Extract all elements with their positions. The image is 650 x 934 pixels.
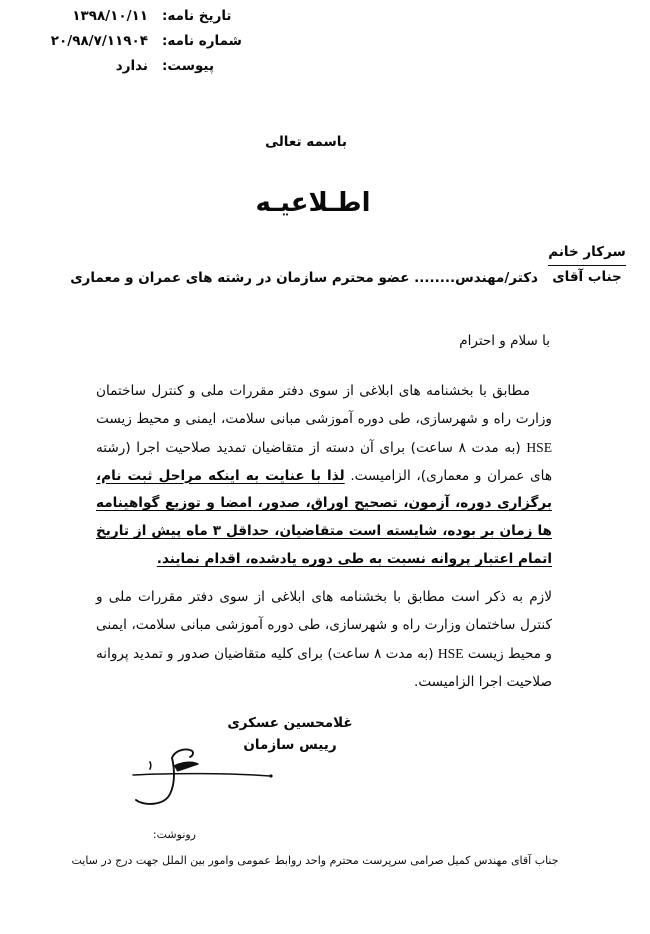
signature-block xyxy=(0,712,650,757)
body-paragraph-1 xyxy=(96,378,552,574)
body-paragraph-2 xyxy=(96,584,552,696)
letter-body xyxy=(96,378,552,706)
salutation-female: سرکار خانم xyxy=(548,244,626,260)
page-title: اطـلاعیـه xyxy=(255,188,371,218)
cc-label: رونوشت: xyxy=(152,828,196,841)
meta-row-date xyxy=(8,8,258,24)
meta-row-letter-number xyxy=(8,33,258,49)
paragraph-2-lead: لازم به ذکر است مطابق با بخشنامه های ابلاغی از سوی دفتر مقررات ملی و کنترل ساختمان وزارت راه و شهرسازی، طی دوره آموزشی مبانی سلامت، ایمنی و محیط زیست xyxy=(96,589,552,662)
addressee-salutations xyxy=(548,243,626,288)
meta-label-date: تاریخ نامه: xyxy=(162,8,232,24)
signatory-title: رییس سازمان xyxy=(243,737,337,754)
paragraph-1-acronym: HSE xyxy=(526,439,552,455)
paragraph-2-tail: (به مدت ۸ ساعت) برای کلیه متقاضیان صدور و تمدید پروانه صلاحیت اجرا الزامیست. xyxy=(96,645,552,690)
meta-value-attachment: ندارد xyxy=(115,58,148,74)
meta-label-attachment: پیوست: xyxy=(162,58,215,74)
paragraph-1-emphasis: لذا با عنایت به اینکه مراحل ثبت نام، برگزاری دوره، آزمون، تصحیح اوراق، صدور، امضا و توزیع گواهینامه ها زمان بر بوده، شایسته است متقاضیان، حداقل ۳ ماه پیش از تاریخ اتمام اعتبار پروانه نسبت به طی دوره یادشده، اقدام نمایند. xyxy=(96,467,552,568)
paragraph-1-mid: (به مدت ۸ ساعت) برای آن دسته از متقاضیان تمدید صلاحیت اجرا (رشته های عمران و معماری)، الزامیست. xyxy=(96,439,552,484)
meta-value-date: ۱۳۹۸/۱۰/۱۱ xyxy=(72,8,148,24)
salutation-male: جناب آقای xyxy=(552,269,622,286)
addressee-role: دکتر/مهندس........ عضو محترم سازمان در رشته های عمران و معماری xyxy=(70,269,538,286)
meta-value-letter-number: ۲۰/۹۸/۷/۱۱۹۰۴ xyxy=(50,33,148,49)
paragraph-2-acronym: HSE xyxy=(437,645,464,661)
cc-recipient-line: جناب آقای مهندس کمیل صرامی سرپرست محترم واحد روابط عمومی وامور بین الملل جهت درج در سایت xyxy=(71,854,559,867)
paragraph-1-lead: مطابق با بخشنامه های ابلاغی از سوی دفتر مقررات ملی و کنترل ساختمان وزارت راه و شهرسازی، طی دوره آموزشی مبانی سلامت، ایمنی و محیط زیست xyxy=(96,383,552,427)
signatory-name: غلامحسین عسکری xyxy=(227,715,353,731)
addressee-block xyxy=(70,243,626,288)
salutation-divider xyxy=(548,265,626,267)
greeting-text: با سلام و احترام xyxy=(459,333,550,349)
meta-label-letter-number: شماره نامه: xyxy=(162,33,242,49)
meta-row-attachment xyxy=(8,58,258,74)
basmala-text: باسمه تعالی xyxy=(265,134,347,150)
letter-meta-block xyxy=(8,8,258,83)
